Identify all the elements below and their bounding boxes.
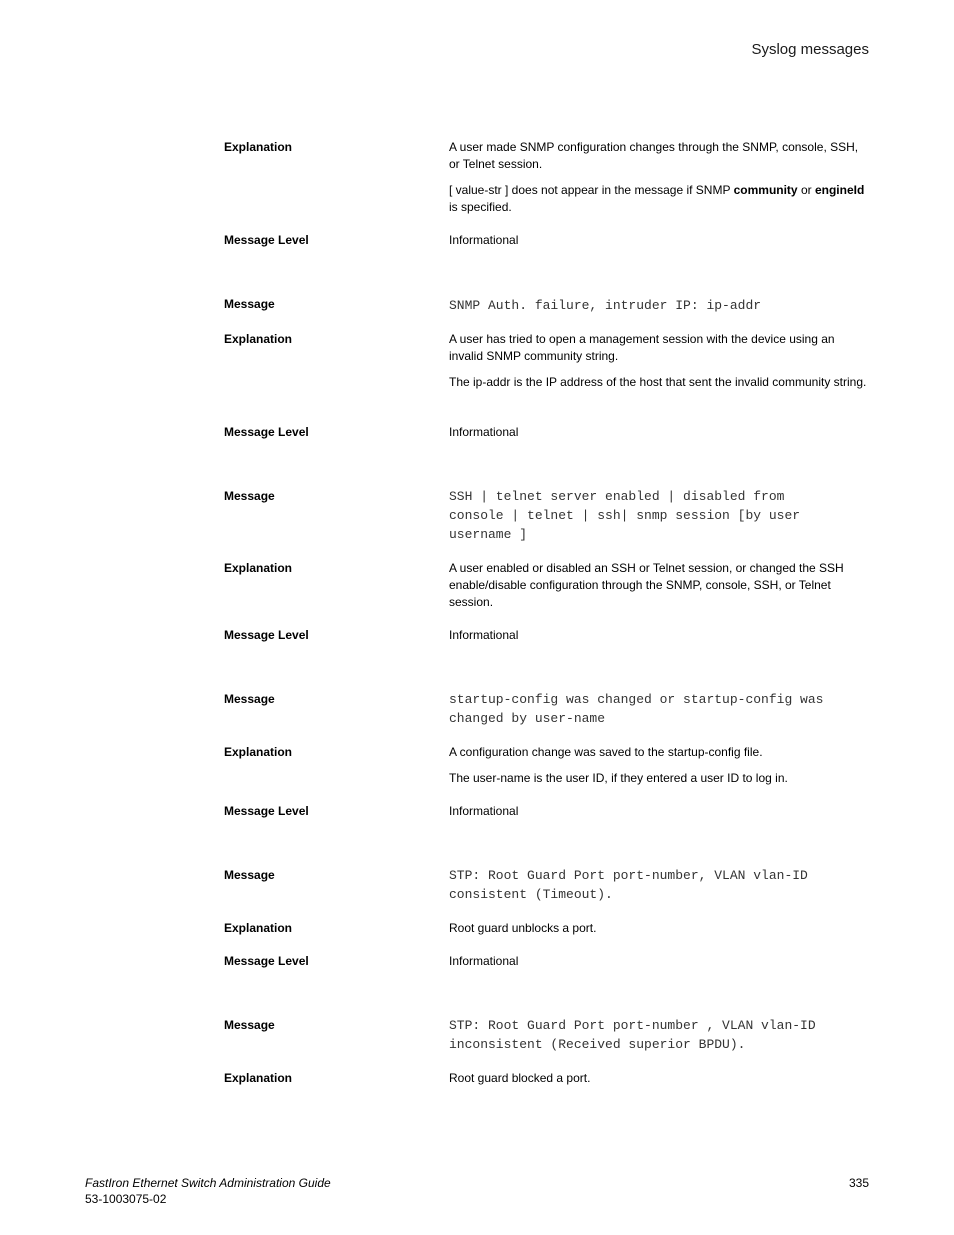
- explanation-paragraph: The user-name is the user ID, if they entered a user ID to log in.: [449, 771, 788, 785]
- message-label: Message: [224, 297, 275, 311]
- page-header-title: Syslog messages: [751, 41, 869, 58]
- message-level-value: Informational: [449, 628, 519, 642]
- message-level-label: Message Level: [224, 804, 309, 818]
- explanation-text: [449, 920, 869, 937]
- explanation-paragraph: [ value-str ] does not appear in the message if SNMP community or engineId is specified.: [449, 183, 865, 214]
- message-level-label: Message Level: [224, 954, 309, 968]
- message-text: startup-config was changed or startup-config was changed by user-name: [449, 692, 824, 726]
- explanation-label: Explanation: [224, 921, 293, 935]
- message-level-label: Message Level: [224, 425, 309, 439]
- explanation-text: [449, 744, 869, 787]
- page-footer: [85, 1175, 331, 1207]
- explanation-paragraph: The ip-addr is the IP address of the host that sent the invalid community string.: [449, 375, 867, 389]
- explanation-paragraph: A configuration change was saved to the startup-config file.: [449, 745, 763, 759]
- doc-number: 53-1003075-02: [85, 1192, 167, 1206]
- explanation-label: Explanation: [224, 332, 293, 346]
- message-text: SNMP Auth. failure, intruder IP: ip-addr: [449, 298, 762, 313]
- message-text: STP: Root Guard Port port-number, VLAN vlan-ID consistent (Timeout).: [449, 868, 808, 902]
- explanation-paragraph: A user enabled or disabled an SSH or Telnet session, or changed the SSH enable/disable configuration through the SNMP, console, SSH, or Telnet session.: [449, 561, 844, 609]
- message-label: Message: [224, 489, 275, 503]
- message-text: STP: Root Guard Port port-number , VLAN vlan-ID inconsistent (Received superior BPDU).: [449, 1018, 816, 1052]
- explanation-paragraph: A user made SNMP configuration changes through the SNMP, console, SSH, or Telnet session.: [449, 140, 859, 171]
- message-level-value: Informational: [449, 233, 519, 247]
- explanation-text: [449, 560, 869, 611]
- message-level-label: Message Level: [224, 233, 309, 247]
- explanation-text: [449, 139, 869, 216]
- message-level-value: Informational: [449, 954, 519, 968]
- explanation-label: Explanation: [224, 561, 293, 575]
- message-label: Message: [224, 868, 275, 882]
- message-label: Message: [224, 692, 275, 706]
- explanation-paragraph: Root guard unblocks a port.: [449, 921, 597, 935]
- message-level-value: Informational: [449, 804, 519, 818]
- explanation-label: Explanation: [224, 745, 293, 759]
- message-level-value: Informational: [449, 425, 519, 439]
- explanation-label: Explanation: [224, 140, 293, 154]
- explanation-label: Explanation: [224, 1071, 293, 1085]
- explanation-text: [449, 1070, 869, 1087]
- message-text: SSH | telnet server enabled | disabled from console | telnet | ssh| snmp session [by user username ]: [449, 489, 801, 542]
- explanation-paragraph: A user has tried to open a management session with the device using an invalid SNMP community string.: [449, 332, 835, 363]
- message-label: Message: [224, 1018, 275, 1032]
- explanation-paragraph: Root guard blocked a port.: [449, 1071, 591, 1085]
- explanation-text: [449, 331, 869, 391]
- guide-title: FastIron Ethernet Switch Administration Guide: [85, 1176, 331, 1190]
- message-level-label: Message Level: [224, 628, 309, 642]
- page-number: 335: [848, 1176, 869, 1190]
